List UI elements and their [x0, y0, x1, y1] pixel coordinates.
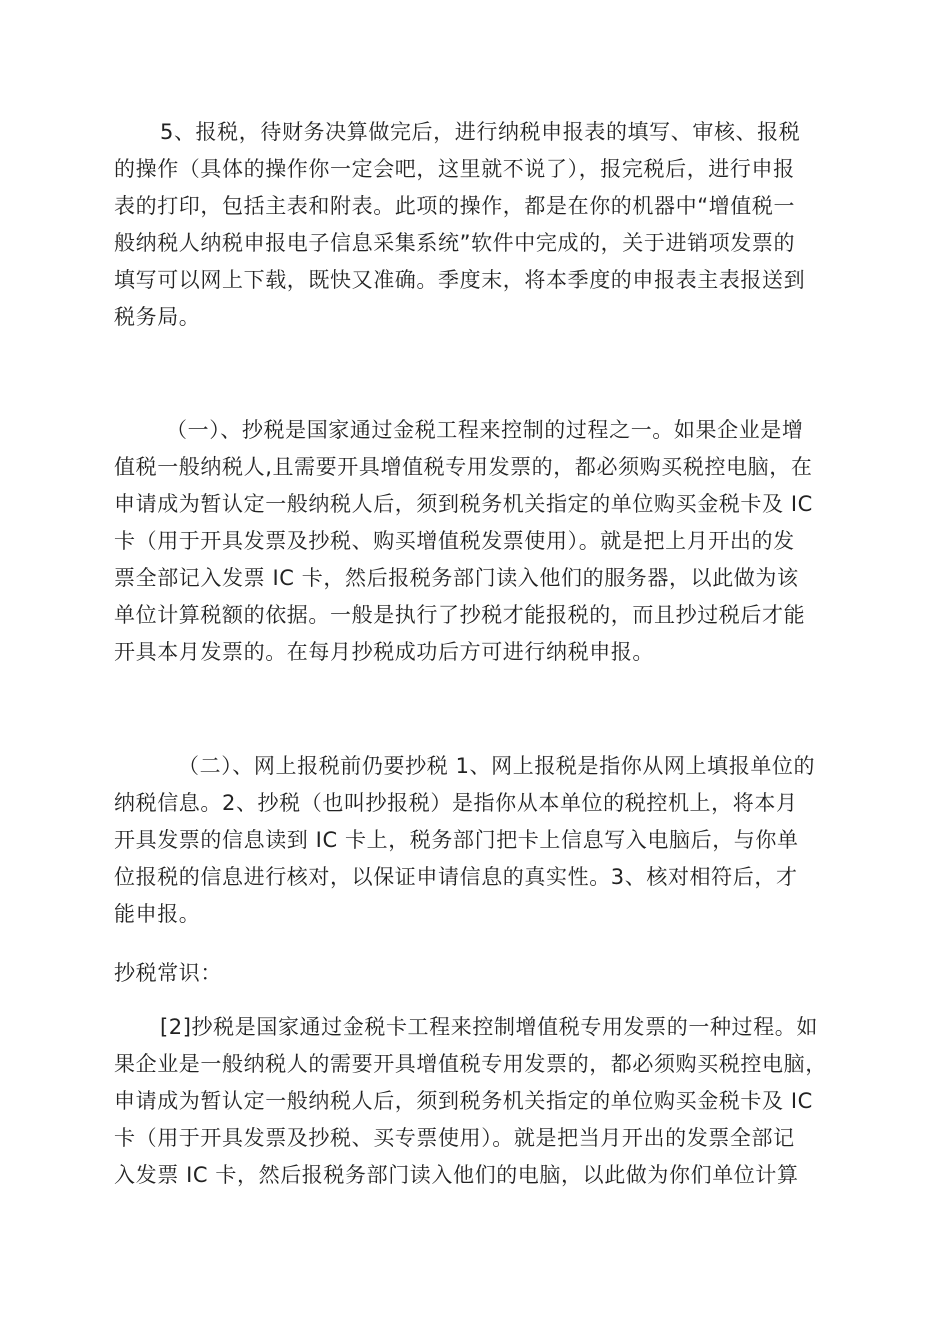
paragraph-reference-two — [114, 1009, 844, 1194]
text-line: 申请成为暂认定一般纳税人后，须到税务机关指定的单位购买金税卡及 IC — [114, 492, 813, 516]
text-line: 值税一般纳税人,且需要开具增值税专用发票的，都必须购买税控电脑，在 — [114, 455, 813, 479]
text-line: （一）、抄税是国家通过金税工程来控制的过程之一。如果企业是增 — [166, 418, 804, 442]
text-line: 表的打印，包括主表和附表。此项的操作，都是在你的机器中“增值税一 — [114, 194, 796, 218]
text-line: 的操作（具体的操作你一定会吧，这里就不说了），报完税后，进行申报 — [114, 157, 795, 181]
text-line: 开具发票的信息读到 IC 卡上，税务部门把卡上信息写入电脑后，与你单 — [114, 828, 799, 852]
text-line: 卡（用于开具发票及抄税、买专票使用）。就是把当月开出的发票全部记 — [114, 1126, 795, 1150]
paragraph-filing-tax — [114, 114, 844, 336]
text-line: 单位计算税额的依据。一般是执行了抄税才能报税的，而且抄过税后才能 — [114, 603, 806, 627]
text-line: 5、报税，待财务决算做完后，进行纳税申报表的填写、审核、报税 — [160, 120, 801, 144]
text-line: 果企业是一般纳税人的需要开具增值税专用发票的，都必须购买税控电脑， — [114, 1052, 827, 1076]
text-line: 能申报。 — [114, 902, 201, 926]
text-line: 般纳税人纳税申报电子信息采集系统”软件中完成的，关于进销项发票的 — [114, 231, 796, 255]
text-line: 税务局。 — [114, 305, 201, 329]
heading-text: 抄税常识： — [114, 961, 222, 985]
paragraph-section-one — [114, 412, 844, 671]
text-line: 开具本月发票的。在每月抄税成功后方可进行纳税申报。 — [114, 640, 654, 664]
section-heading — [114, 955, 844, 992]
text-line: 申请成为暂认定一般纳税人后，须到税务机关指定的单位购买金税卡及 IC — [114, 1089, 813, 1113]
text-line: （二）、网上报税前仍要抄税 1、网上报税是指你从网上填报单位的 — [178, 754, 816, 778]
text-line: [2]抄税是国家通过金税卡工程来控制增值税专用发票的一种过程。如 — [160, 1015, 818, 1039]
text-line: 位报税的信息进行核对，以保证申请信息的真实性。3、核对相符后，才 — [114, 865, 798, 889]
text-line: 填写可以网上下载，既快又准确。季度末，将本季度的申报表主表报送到 — [114, 268, 806, 292]
text-line: 纳税信息。2、抄税（也叫抄报税）是指你从本单位的税控机上，将本月 — [114, 791, 798, 815]
text-line: 票全部记入发票 IC 卡，然后报税务部门读入他们的服务器，以此做为该 — [114, 566, 799, 590]
text-line: 卡（用于开具发票及抄税、购买增值税发票使用）。就是把上月开出的发 — [114, 529, 795, 553]
text-line: 入发票 IC 卡，然后报税务部门读入他们的电脑，以此做为你们单位计算 — [114, 1163, 799, 1187]
paragraph-section-two — [114, 748, 844, 933]
